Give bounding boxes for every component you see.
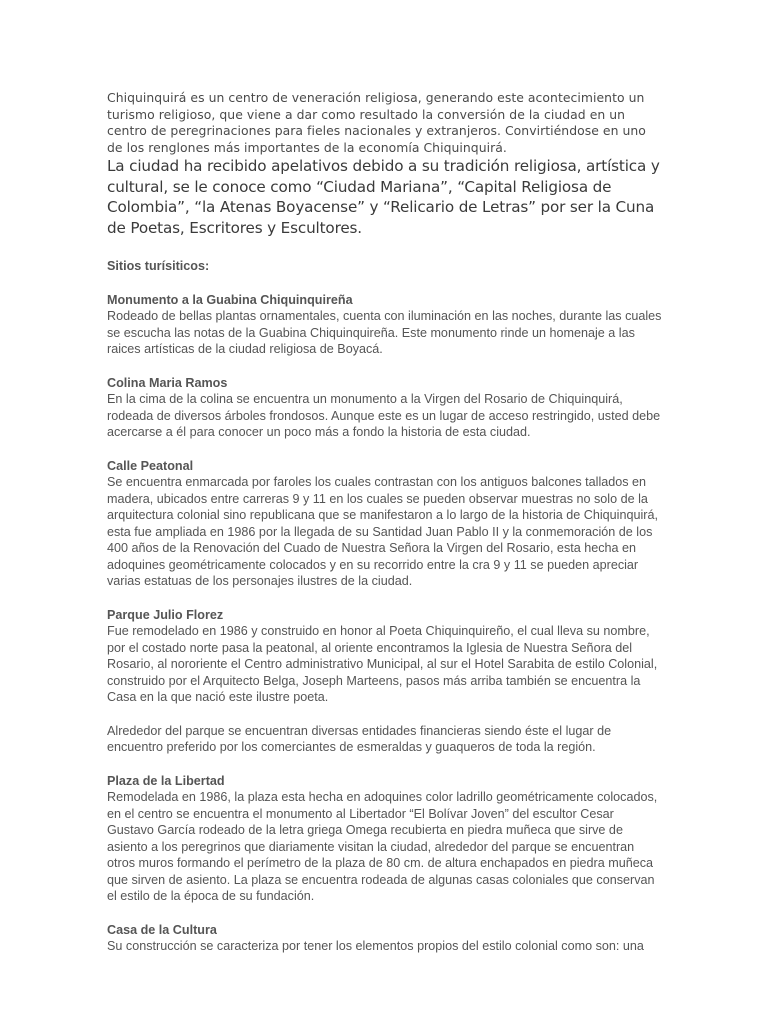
section-casa-cultura: [107, 922, 662, 955]
section-title: Calle Peatonal: [107, 458, 194, 473]
section-title: Parque Julio Florez: [107, 607, 224, 622]
intro-paragraph-large: La ciudad ha recibido apelativos debido a su tradición religiosa, artística y cultural, se le conoce como “Ciudad Mariana”, “Capital Religiosa de Colombia”, “la Atenas Boyacense” y “Relicario de Letras” por ser la Cuna de Poetas, Escritores y Escultores.: [107, 157, 660, 237]
section-title: Casa de la Cultura: [107, 922, 217, 937]
section-title: Monumento a la Guabina Chiquinquireña: [107, 292, 353, 307]
section-parque-julio-florez: [107, 607, 662, 756]
section-paragraph: Rodeado de bellas plantas ornamentales, cuenta con iluminación en las noches, durante las cuales se escucha las notas de la Guabina Chiquinquireña. Este monumento rinde un homenaje a las raices artísticas de la ciudad religiosa de Boyacá.: [107, 309, 662, 356]
section-plaza-libertad: [107, 773, 662, 905]
document-page: [107, 90, 662, 955]
section-guabina: [107, 292, 662, 358]
section-paragraph: Fue remodelado en 1986 y construido en honor al Poeta Chiquinquireño, el cual lleva su nombre, por el costado norte pasa la peatonal, al oriente encontramos la Iglesia de Nuestra Señora del Rosario, al nororiente el Centro administrativo Municipal, al sur el Hotel Sarabita de estilo Colonial, construido por el Arquitecto Belga, Joseph Marteens, pasos más arriba también se encuentra la Casa en la que nació este ilustre poeta.: [107, 624, 658, 704]
sites-label: Sitios turísiticos:: [107, 259, 210, 273]
section-title: Colina Maria Ramos: [107, 375, 228, 390]
section-title: Plaza de la Libertad: [107, 773, 225, 788]
section-calle-peatonal: [107, 458, 662, 590]
intro-paragraph: Chiquinquirá es un centro de veneración religiosa, generando este acontecimiento un turismo religioso, que viene a dar como resultado la conversión de la ciudad en un centro de peregrinaciones para fieles nacionales y extranjeros. Convirtiéndose en uno de los renglones más importantes de la economía Chiquinquirá.: [107, 90, 646, 155]
section-paragraph: Alrededor del parque se encuentran diversas entidades financieras siendo éste el lugar de encuentro preferido por los comerciantes de esmeraldas y guaqueros de toda la región.: [107, 723, 612, 754]
section-colina: [107, 375, 662, 441]
section-paragraph: Su construcción se caracteriza por tener los elementos propios del estilo colonial como son: una: [107, 939, 644, 953]
section-paragraph: En la cima de la colina se encuentra un monumento a la Virgen del Rosario de Chiquinquirá, rodeada de diversos árboles frondosos. Aunque este es un lugar de acceso restringido, usted debe acercarse a él para conocer un poco más a fondo la historia de esta ciudad.: [107, 392, 661, 439]
section-paragraph: Se encuentra enmarcada por faroles los cuales contrastan con los antiguos balcones tallados en madera, ubicados entre carreras 9 y 11 en los cuales se pueden observar muestras no solo de la arquitectura colonial sino republicana que se manifestaron a lo largo de la historia de Chiquinquirá, esta fue ampliada en 1986 por la llegada de su Santidad Juan Pablo II y la conmemoración de los 400 años de la Renovación del Cuado de Nuestra Señora la Virgen del Rosario, esta hecha en adoquines geométricamente colocados y en su recorrido entre la cra 9 y 11 se pueden apreciar varias estatuas de los personajes ilustres de la ciudad.: [107, 475, 658, 588]
section-paragraph: Remodelada en 1986, la plaza esta hecha en adoquines color ladrillo geométricamente colocados, en el centro se encuentra el monumento al Libertador “El Bolívar Joven” del escultor Cesar Gustavo García rodeado de la letra griega Omega recubierta en piedra muñeca que sirve de asiento a los peregrinos que diariamente visitan la ciudad, alrededor del parque se encuentran otros muros formando el perímetro de la plaza de 80 cm. de altura enchapados en piedra muñeca que sirven de asiento. La plaza se encuentra rodeada de algunas casas coloniales que conservan el estilo de la época de su fundación.: [107, 790, 658, 903]
